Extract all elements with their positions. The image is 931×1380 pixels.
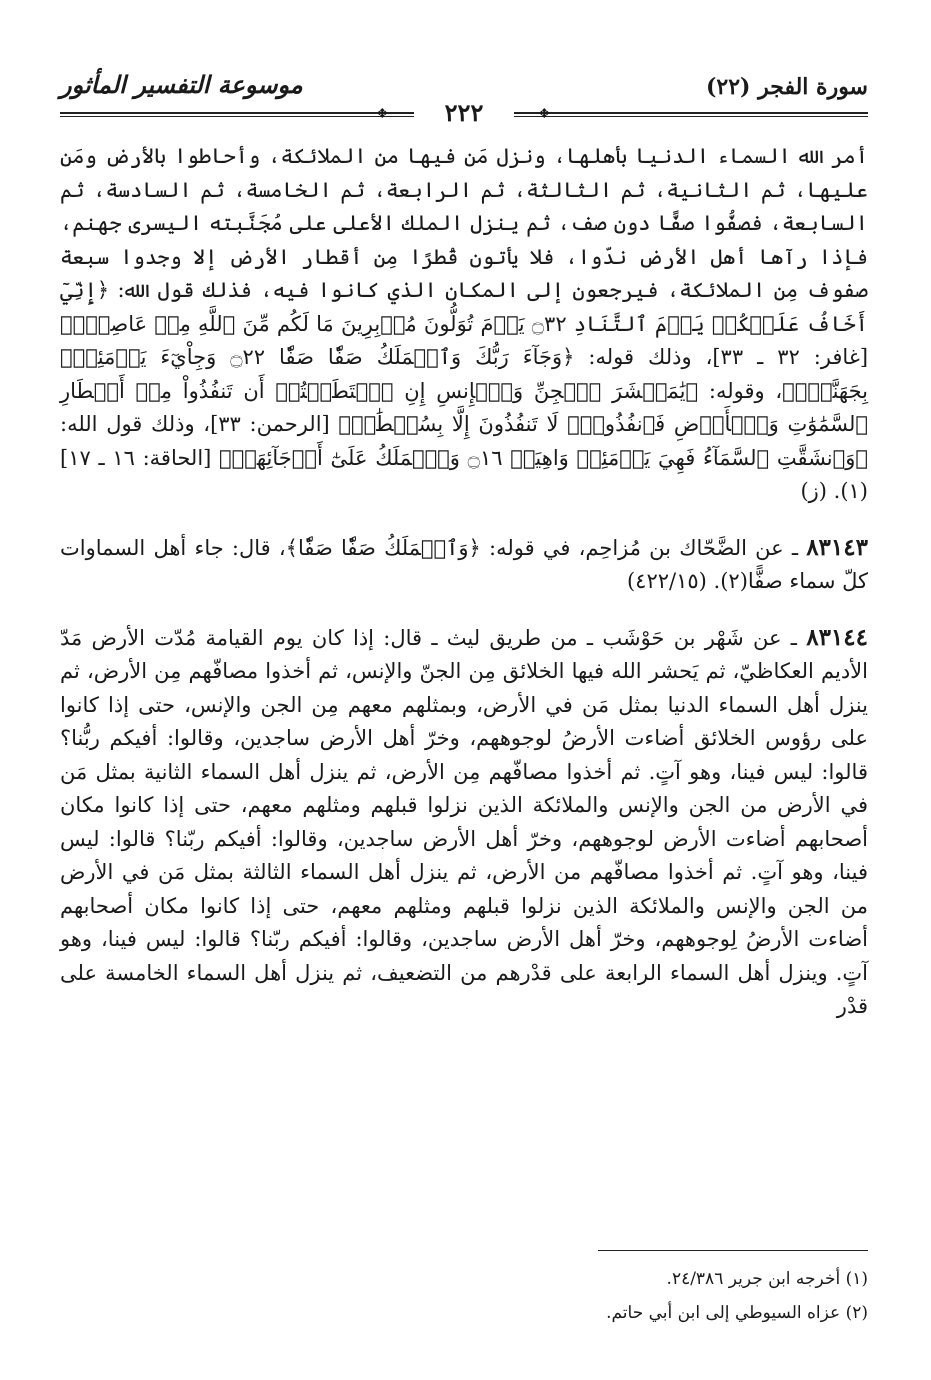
paragraph-text: ـ عن الضَّحّاك بن مُزاحِم، في قوله: ﴿وَٱلۡمَلَكُ صَفّٗا صَفّٗا﴾، قال: جاء أهل السماوات كلّ سماء صفًّا(٢). (٤٢٢/١٥) [60, 535, 868, 593]
paragraph-text: ـ عن شَهْر بن حَوْشَب ـ من طريق ليث ـ قال: إذا كان يوم القيامة مُدّت الأرض مَدّ الأديم العكاظيّ، ثم يَحشر الله فيها الخلائق مِن الجنّ والإنس، ثم أخذوا مصافّهم مِن الأرض، ثم ينزل أهل السماء الدنيا بمثل مَن في الأرض، وبمثلهم معهم مِن الجن والإنس، حتى إذا كانوا على رؤوس الخلائق أضاءت الأرضُ لوجوههم، وخرّ أهل الأرض ساجدين، وقالوا: أفيكم ربُّنا؟ قالوا: ليس فينا، وهو آتٍ. ثم أخذوا مصافّهم مِن الأرض، ثم ينزل أهل السماء الثانية بمثل مَن في الأرض من الجن والإنس والملائكة الذين نزلوا قبلهم ومثلهم معهم، حتى إذا كانوا مكان أصحابهم أضاءت الأرض لوجوههم، وخرّ أهل الأرض ساجدين، وقالوا: أفيكم ربّنا؟ قالوا: ليس فينا، وهو آتٍ. ثم أخذوا مصافّهم من الأرض، ثم ينزل أهل السماء الثالثة بمثل مَن في الأرض من الجن والإنس والملائكة الذين نزلوا قبلهم ومثلهم معهم، حتى إذا كانوا مكان أصحابهم أضاءت الأرضُ لِوجوههم، وخرّ أهل الأرض ساجدين، وقالوا: أفيكم ربّنا؟ قالوا: ليس فينا، وهو آتٍ. وينزل أهل السماء الرابعة على قدْرهم من التضعيف، ثم ينزل أهل السماء الخامسة على قدْر [60, 625, 868, 1018]
ornament-icon: ❖ [376, 106, 389, 122]
surah-title: سورة الفجر (٢٢) [705, 74, 868, 100]
main-text [60, 140, 868, 1024]
footnote-rule [598, 1250, 868, 1251]
paragraph-text: أمر الله السماء الدنيا بأهلها، ونزل مَن فيها من الملائكة، وأحاطوا بالأرض ومَن عليها، ثم الثانية، ثم الثالثة، ثم الرابعة، ثم الخامسة، ثم السادسة، ثم السابعة، فصفُّوا صفًّا دون صف، ثم ينزل الملك الأعلى على مُجَنَّبته اليسرى جهنم، فإذا رآها أهل الأرض ندّوا، فلا يأتون قُطرًا مِن أقطار الأرض إلا وجدوا سبعة صفوف مِن الملائكة، فيرجعون إلى المكان الذي كانوا فيه، فذلك قول الله: ﴿إِنِّيٓ أَخَافُ عَلَيۡكُمۡ يَوۡمَ ٱلتَّنَادِ ۝٣٢ يَوۡمَ تُوَلُّونَ مُدۡبِرِينَ مَا لَكُم مِّنَ ٱللَّهِ مِنۡ عَاصِمٖۗ﴾ [غافر: ٣٢ ـ ٣٣]، وذلك قوله: ﴿وَجَآءَ رَبُّكَ وَٱلۡمَلَكُ صَفّٗا صَفّٗا ۝٢٢ وَجِاْيٓءَ يَوۡمَئِذِۭ بِجَهَنَّمَۚ﴾، وقوله: ﴿يَٰمَعۡشَرَ ٱلۡجِنِّ وَٱلۡإِنسِ إِنِ ٱسۡتَطَعۡتُمۡ أَن تَنفُذُواْ مِنۡ أَقۡطَارِ ٱلسَّمَٰوَٰتِ وَٱلۡأَرۡضِ فَٱنفُذُواْۚ لَا تَنفُذُونَ إِلَّا بِسُلۡطَٰنٖ﴾ [الرحمن: ٣٣]، وذلك قول الله: ﴿وَٱنشَقَّتِ ٱلسَّمَآءُ فَهِيَ يَوۡمَئِذٖ وَاهِيَةٞ ۝١٦ وَٱلۡمَلَكُ عَلَىٰٓ أَرۡجَآئِهَاۚ﴾ [الحاقة: ١٦ ـ ١٧](١). (ز) [60, 144, 869, 503]
footnote: (٢) عزاه السيوطي إلى ابن أبي حاتم. [606, 1303, 868, 1323]
paragraph [60, 621, 868, 1024]
page-number: ٢٢٢ [414, 98, 514, 127]
report-number: ٨٣١٤٣ [806, 533, 868, 561]
ornament-icon: ❖ [538, 106, 551, 122]
paragraph [60, 531, 868, 599]
page-header [60, 66, 868, 127]
book-title: موسوعة التفسير المأثور [60, 70, 303, 99]
footnote: (١) أخرجه ابن جرير ٢٤/٣٨٦. [666, 1269, 868, 1289]
footnotes [60, 1262, 868, 1330]
report-number: ٨٣١٤٤ [806, 623, 868, 651]
paragraph [60, 140, 868, 509]
